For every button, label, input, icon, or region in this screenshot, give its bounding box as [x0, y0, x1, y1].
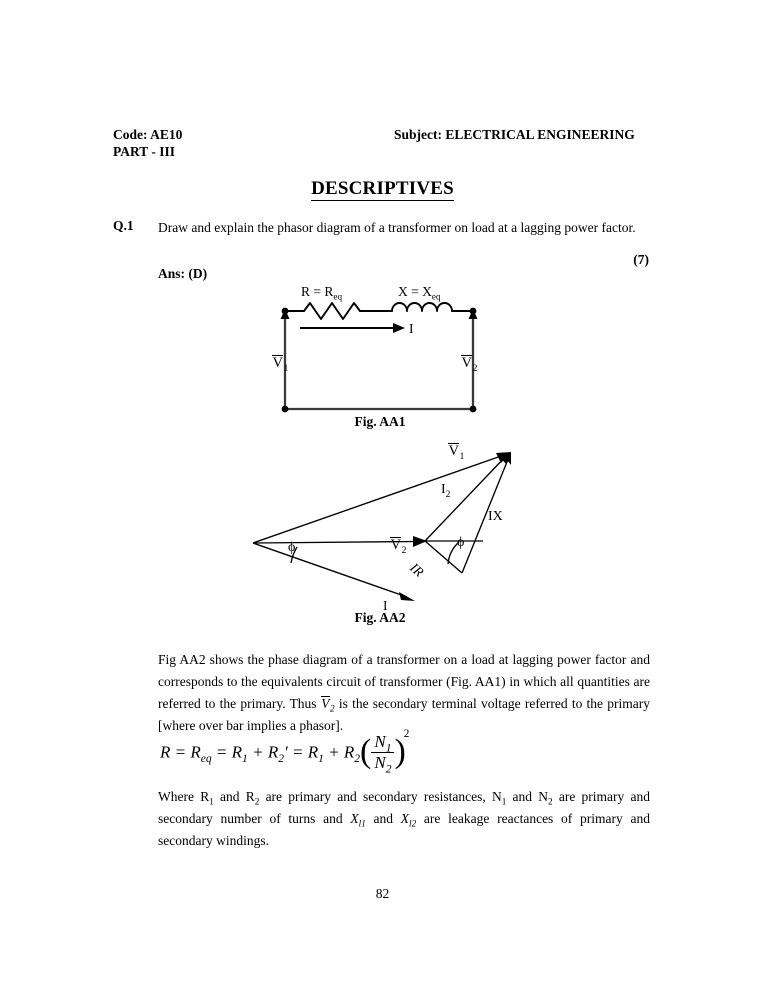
paper-subject: Subject: ELECTRICAL ENGINEERING — [394, 127, 635, 142]
inductor-symbol — [392, 303, 452, 311]
eq-r2: R — [343, 742, 355, 762]
resistor-symbol — [304, 303, 360, 319]
eq-prime-mark: ′ — [283, 742, 288, 762]
eq-fraction-numerator: $N_1$ — [374, 732, 392, 755]
para1-part-b: is the secondary terminal voltage referred to the primary [where over bar implies a phasor]. — [158, 696, 650, 733]
eq-turns-ratio-fraction — [371, 732, 394, 776]
phasor-ix-label: IX — [488, 509, 503, 524]
figure-aa1-caption: Fig. AA1 — [354, 414, 406, 429]
page-title-text: DESCRIPTIVES — [311, 178, 454, 199]
eq-r2prime: R — [267, 742, 279, 762]
node-bottom-right — [470, 406, 477, 413]
paper-part: PART - III — [113, 144, 176, 159]
circuit-nodes — [282, 308, 477, 413]
arrowhead-i — [399, 592, 415, 601]
phasor-v1-line — [253, 455, 504, 543]
figure-aa1-equivalent-circuit — [255, 278, 505, 413]
eq-paren-close: ) — [394, 732, 406, 770]
phasor-v2-label: $V_2$ — [390, 537, 407, 556]
eq-plus2: + — [323, 742, 344, 762]
phi-label-left: ϕ — [288, 540, 296, 555]
eq-eq2: = — [211, 742, 232, 762]
document-header — [113, 126, 653, 160]
eq-r: R — [160, 742, 171, 762]
eq-eq1: = — [170, 742, 191, 762]
para2-part-e: are primary and secondary number of turns and — [158, 789, 651, 826]
current-label-i: I — [409, 321, 414, 336]
header-row-2 — [113, 143, 653, 160]
resistor-label: $R = R_{eq}$ — [301, 284, 343, 302]
para2-part-g: are leakage reactances of primary and secondary windings. — [158, 811, 651, 848]
equation-resistance: $R = R_{eq} = R_1 + R_2' = R_1 + R_2$( $\frac{N_1}{N_2}$ )$^2$ — [160, 727, 410, 776]
paper-code: Code: AE10 — [113, 127, 183, 142]
explanation-paragraph-1 — [158, 649, 650, 737]
para2-xl1-variable: $X_{l1}$ — [350, 811, 366, 829]
phi-label-right: ϕ — [457, 535, 465, 550]
para2-part-c: are primary and secondary resistances, N — [259, 789, 502, 804]
para2-part-a: Where R — [158, 789, 210, 804]
header-row-1 — [113, 126, 653, 143]
eq-req: R — [190, 742, 201, 762]
node-bottom-left — [282, 406, 289, 413]
arrowhead-v2 — [413, 536, 427, 547]
figure-aa2-caption: Fig. AA2 — [354, 610, 406, 625]
question-text: Draw and explain the phasor diagram of a transformer on load at a lagging power factor. — [158, 220, 636, 235]
page-title — [0, 178, 765, 200]
para2-part-b: and R — [213, 789, 255, 804]
answer-label: Ans: (D) — [158, 266, 208, 281]
explanation-paragraph-2: Where $R_1$ and $R_2$ are primary and secondary resistances, $N_1$ and $N_2$ are primary and secondary number of turns and $X_{l1}$ and $X_{l2}$ are leakage reactances of primary and secondary windings. — [158, 789, 651, 848]
eq-fraction-denominator: $N_2$ — [371, 752, 394, 773]
page-number: 82 — [375, 886, 390, 901]
eq-paren-open: ( — [360, 732, 372, 770]
question-number: Q.1 — [113, 218, 134, 233]
circuit-v1-label: $V_1$ — [272, 355, 289, 374]
circuit-v2-label: $V_2$ — [461, 355, 478, 374]
phasor-i-label: I — [383, 598, 388, 613]
eq-plus1: + — [247, 742, 268, 762]
eq-r1b: R — [307, 742, 319, 762]
eq-eq3: = — [287, 742, 308, 762]
phasor-i-line — [253, 543, 407, 597]
para2-part-f: and — [365, 811, 401, 826]
para2-xl2-variable: $X_{l2}$ — [400, 811, 417, 829]
para1-v2-variable: $V_2$ — [321, 696, 335, 714]
phasor-ir-label: IR — [407, 560, 427, 580]
reactance-label: $X = X_{eq}$ — [398, 284, 441, 302]
eq-exponent: 2 — [403, 727, 410, 740]
eq-r1a: R — [231, 742, 243, 762]
current-arrow-i — [300, 323, 405, 333]
question-marks: (7) — [633, 252, 649, 267]
phasor-i2-label: $I_2$ — [441, 482, 451, 500]
phasor-v1-label: $V_1$ — [448, 443, 465, 462]
para2-part-d: and N — [506, 789, 549, 804]
para1-part-a: Fig AA2 shows the phase diagram of a transformer on a load at lagging power factor and corresponds to the equivalents circuit of transformer (Fig. AA1) in which all quantities are referred to the primary. Thus — [158, 652, 650, 711]
